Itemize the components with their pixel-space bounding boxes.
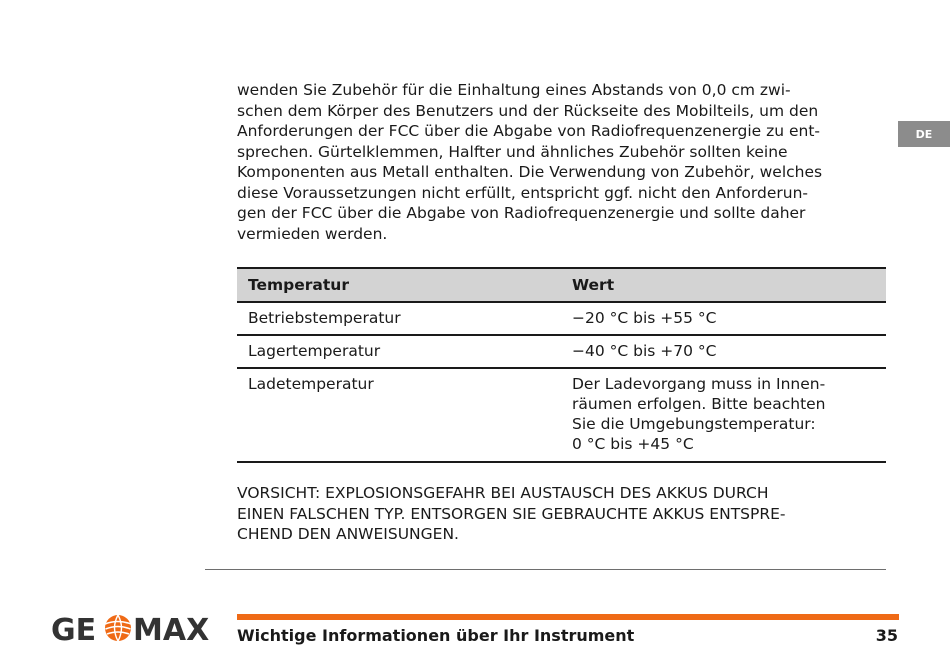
- row-value-line: Der Ladevorgang muss in Innen-: [572, 375, 826, 393]
- caution-line: EINEN FALSCHEN TYP. ENTSORGEN SIE GEBRAUCHTE AKKUS ENTSPRE-: [237, 504, 786, 523]
- intro-line: Anforderungen der FCC über die Abgabe von Radiofrequenzenergie zu ent-: [237, 122, 821, 140]
- row-value-line: Sie die Umgebungstemperatur:: [572, 415, 816, 433]
- row-value-line: räumen erfolgen. Bitte beachten: [572, 395, 826, 413]
- intro-line: vermieden werden.: [237, 224, 388, 243]
- row-value-line: 0 °C bis +45 °C: [572, 435, 694, 453]
- globe-icon: [105, 615, 131, 641]
- logo-ge: GE: [51, 613, 97, 645]
- section-divider: [205, 569, 886, 570]
- footer-accent-bar: [237, 614, 899, 620]
- intro-line: Komponenten aus Metall enthalten. Die Verwendung von Zubehör, welches: [237, 163, 823, 181]
- intro-line: sprechen. Gürtelklemmen, Halfter und ähnliches Zubehör sollten keine: [237, 142, 788, 161]
- intro-line: schen dem Körper des Benutzers und der Rückseite des Mobilteils, um den: [237, 101, 819, 120]
- footer-title: Wichtige Informationen über Ihr Instrument: [237, 626, 635, 645]
- row-value: [561, 368, 886, 462]
- row-label: Lagertemperatur: [237, 335, 561, 368]
- language-tab-label: DE: [915, 127, 933, 141]
- caution-line: CHEND DEN ANWEISUNGEN.: [237, 525, 459, 543]
- intro-line: gen der FCC über die Abgabe von Radiofrequenzenergie und sollte daher: [237, 204, 806, 222]
- temperature-table: [237, 267, 886, 463]
- column-header-temperatur: Temperatur: [237, 268, 561, 302]
- table-row: [237, 335, 886, 368]
- logo-max: MAX: [133, 613, 210, 645]
- caution-paragraph: [237, 483, 887, 545]
- geomax-logo: [50, 611, 220, 645]
- page-number: 35: [875, 626, 898, 645]
- caution-line: VORSICHT: EXPLOSIONSGEFAHR BEI AUSTAUSCH DES AKKUS DURCH: [237, 484, 769, 502]
- language-tab[interactable]: [898, 121, 950, 147]
- row-value: −40 °C bis +70 °C: [561, 335, 886, 368]
- row-value: −20 °C bis +55 °C: [561, 302, 886, 335]
- table-header-row: [237, 268, 886, 302]
- table-row: [237, 368, 886, 462]
- table-row: [237, 302, 886, 335]
- row-label: Ladetemperatur: [237, 368, 561, 462]
- row-label: Betriebstemperatur: [237, 302, 561, 335]
- column-header-wert: Wert: [561, 268, 886, 302]
- intro-line: diese Voraussetzungen nicht erfüllt, entspricht ggf. nicht den Anforderun-: [237, 183, 808, 202]
- intro-paragraph: [237, 80, 887, 244]
- intro-line: wenden Sie Zubehör für die Einhaltung eines Abstands von 0,0 cm zwi-: [237, 81, 791, 99]
